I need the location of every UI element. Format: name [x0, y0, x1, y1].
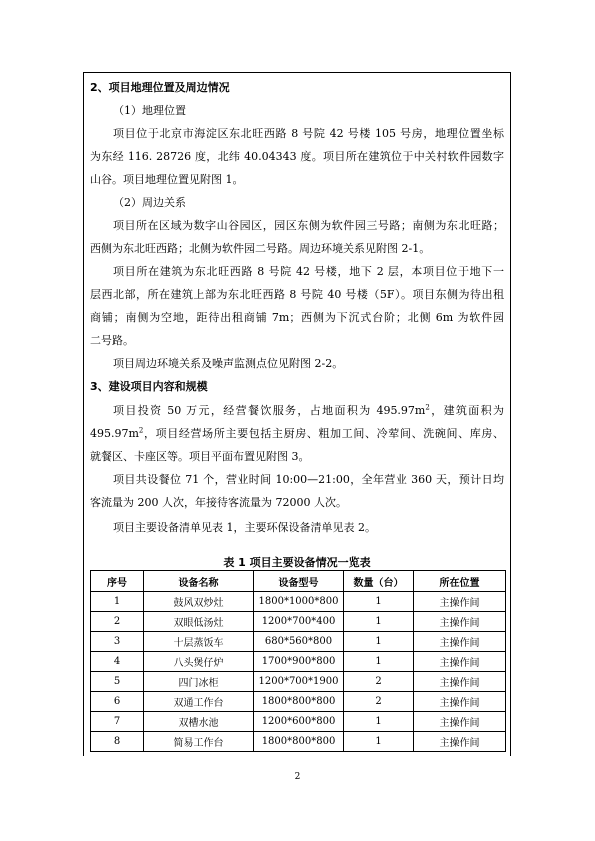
table-caption: 表 1 项目主要设备情况一览表	[223, 556, 371, 569]
cell-index: 3	[91, 632, 144, 652]
table-row	[91, 612, 506, 632]
cell-location: 主操作间	[414, 712, 506, 732]
cell-quantity: 1	[344, 712, 414, 732]
cell-quantity: 1	[344, 612, 414, 632]
cell-model: 1200*700*400	[254, 612, 344, 632]
cell-model: 1200*700*1900	[254, 672, 344, 692]
cell-quantity: 2	[344, 692, 414, 712]
surroundings-text-line: 项目所在区域为数字山谷园区，园区东侧为软件园三号路；南侧为东北旺路；	[113, 219, 504, 232]
cell-model: 680*560*800	[254, 632, 344, 652]
cell-location: 主操作间	[414, 632, 506, 652]
building-text-line: 项目所在建筑为东北旺西路 8 号院 42 号楼，地下 2 层，本项目位于地下一	[113, 265, 504, 278]
cell-quantity: 1	[344, 732, 414, 752]
table-row	[91, 652, 506, 672]
building-text-line: 层西北部，所在建筑上部为东北旺西路 8 号院 40 号楼（5F）。项目东侧为待出租	[90, 288, 504, 301]
subsection-location: （1）地理位置	[113, 104, 186, 117]
cell-name: 四门冰柜	[144, 672, 254, 692]
header-quantity: 数量（台）	[344, 571, 414, 592]
cell-model: 1700*900*800	[254, 652, 344, 672]
cell-location: 主操作间	[414, 692, 506, 712]
location-text-line: 项目位于北京市海淀区东北旺西路 8 号院 42 号楼 105 号房，地理位置坐标	[113, 127, 504, 140]
table-row	[91, 592, 506, 612]
cell-location: 主操作间	[414, 732, 506, 752]
cell-index: 5	[91, 672, 144, 692]
cell-quantity: 1	[344, 632, 414, 652]
cell-index: 8	[91, 732, 144, 752]
cell-name: 双槽水池	[144, 712, 254, 732]
investment-text-line: 就餐区、卡座区等。项目平面布置见附图 3。	[90, 450, 310, 463]
header-model: 设备型号	[254, 571, 344, 592]
noise-monitoring-text: 项目周边环境关系及噪声监测点位见附图 2-2。	[113, 357, 344, 370]
building-text-line: 二号路。	[90, 334, 134, 347]
cell-model: 1200*600*800	[254, 712, 344, 732]
building-text-line: 商铺；南侧为空地，距待出租商铺 7m；西侧为下沉式台阶；北侧 6m 为软件园	[90, 311, 504, 324]
cell-quantity: 1	[344, 652, 414, 672]
cell-index: 1	[91, 592, 144, 612]
cell-location: 主操作间	[414, 612, 506, 632]
investment-text-line: 项目投资 50 万元，经营餐饮服务，占地面积为 $495.97m^2$，建筑面积为	[113, 403, 505, 417]
cell-name: 八头煲仔炉	[144, 652, 254, 672]
cell-name: 鼓风双炒灶	[144, 592, 254, 612]
location-text-line: 山谷。项目地理位置见附图 1。	[90, 173, 244, 186]
cell-model: 1800*800*800	[254, 732, 344, 752]
cell-name: 双通工作台	[144, 692, 254, 712]
cell-index: 7	[91, 712, 144, 732]
header-equipment-name: 设备名称	[144, 571, 254, 592]
header-location: 所在位置	[414, 571, 506, 592]
investment-text-line: $495.97m^2$，项目经营场所主要包括主厨房、粗加工间、冷荤间、洗碗间、库房、	[90, 426, 504, 440]
cell-name: 简易工作台	[144, 732, 254, 752]
cell-index: 2	[91, 612, 144, 632]
cell-quantity: 2	[344, 672, 414, 692]
header-index: 序号	[91, 571, 144, 592]
table-row	[91, 692, 506, 712]
seating-text-line: 项目共设餐位 71 个，营业时间 10:00—21:00，全年营业 360 天，预计日均	[113, 473, 504, 486]
subsection-surroundings: （2）周边关系	[113, 196, 186, 209]
cell-index: 4	[91, 652, 144, 672]
surroundings-text-line: 西侧为东北旺西路；北侧为软件园二号路。周边环境关系见附图 2-1。	[90, 242, 431, 255]
cell-location: 主操作间	[414, 592, 506, 612]
section-3-heading: 3、建设项目内容和规模	[90, 380, 208, 393]
table-row	[91, 732, 506, 752]
table-row	[91, 712, 506, 732]
cell-location: 主操作间	[414, 652, 506, 672]
cell-name: 双眼低汤灶	[144, 612, 254, 632]
location-text-line: 为东经 116. 28726 度，北纬 40.04343 度。项目所在建筑位于中关村软件园数字	[90, 150, 504, 163]
equipment-table	[90, 570, 506, 752]
section-2-heading: 2、项目地理位置及周边情况	[90, 81, 230, 94]
cell-name: 十层蒸饭车	[144, 632, 254, 652]
cell-model: 1800*800*800	[254, 692, 344, 712]
cell-model: 1800*1000*800	[254, 592, 344, 612]
equipment-list-text: 项目主要设备清单见表 1，主要环保设备清单见表 2。	[113, 521, 376, 534]
table-row	[91, 672, 506, 692]
seating-text-line: 客流量为 200 人次，年接待客流量为 72000 人次。	[90, 496, 347, 509]
cell-index: 6	[91, 692, 144, 712]
table-row	[91, 632, 506, 652]
cell-location: 主操作间	[414, 672, 506, 692]
cell-quantity: 1	[344, 592, 414, 612]
page-number: 2	[294, 772, 301, 782]
table-header-row	[91, 571, 506, 592]
